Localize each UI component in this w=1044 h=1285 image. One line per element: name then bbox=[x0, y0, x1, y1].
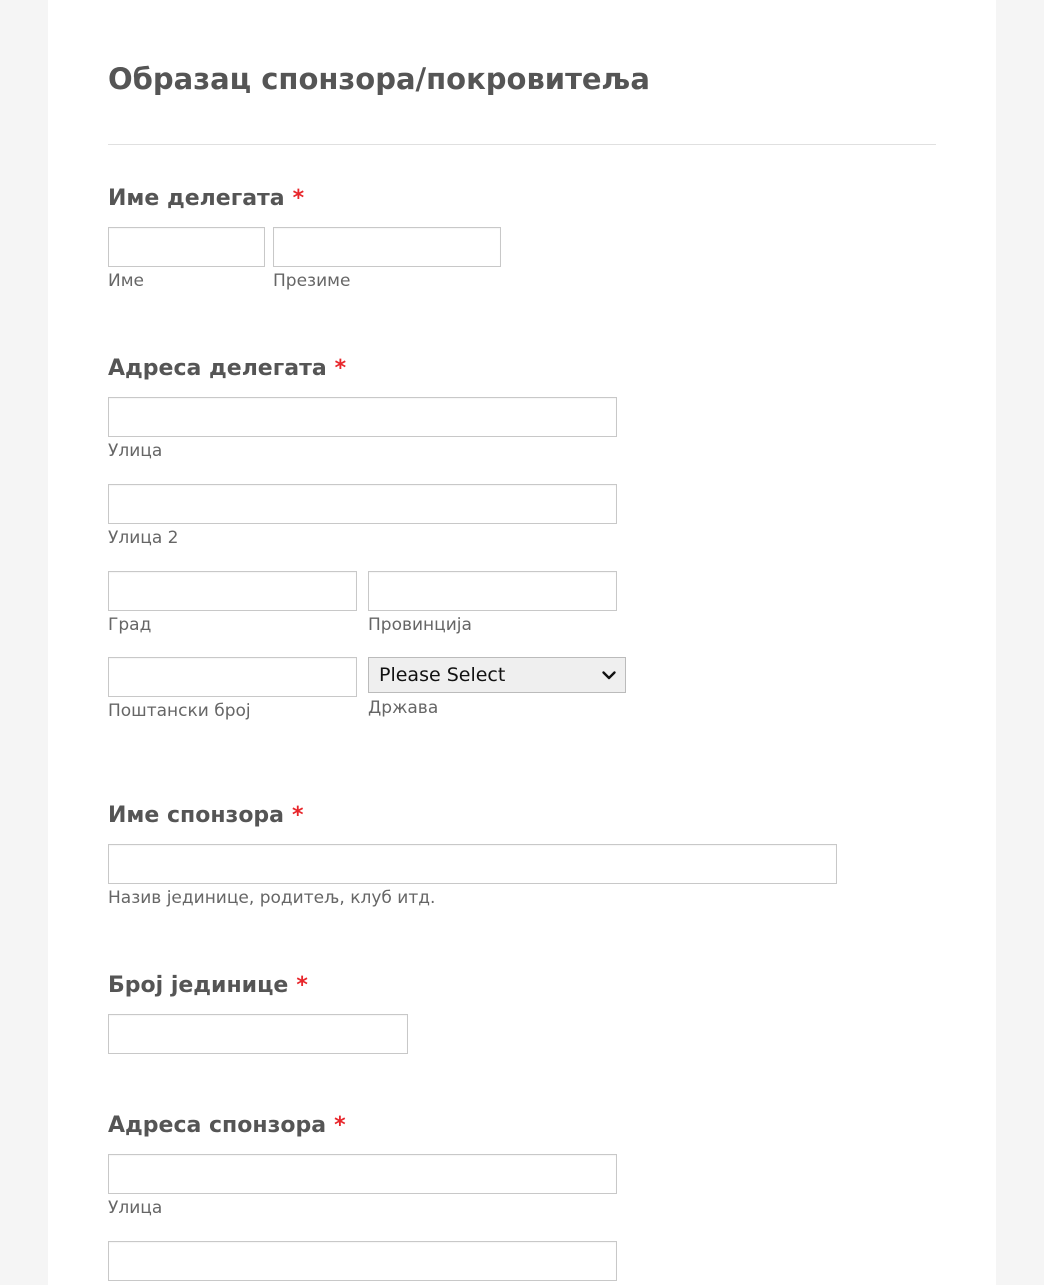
title-divider bbox=[108, 144, 936, 145]
delegate-country-select[interactable] bbox=[368, 657, 626, 693]
sponsor-address-label-text: Адреса спонзора bbox=[108, 1113, 327, 1138]
sponsor-name-input[interactable] bbox=[108, 844, 837, 884]
sponsor-street-sublabel: Улица bbox=[108, 1198, 163, 1218]
delegate-last-name-sublabel: Презиме bbox=[273, 271, 351, 291]
delegate-last-name-input[interactable] bbox=[273, 227, 501, 267]
unit-number-label-text: Број јединице bbox=[108, 973, 289, 998]
delegate-city-sublabel: Град bbox=[108, 615, 152, 635]
delegate-province-input[interactable] bbox=[368, 571, 617, 611]
delegate-street-sublabel: Улица bbox=[108, 441, 163, 461]
sponsor-name-label bbox=[108, 803, 304, 828]
delegate-name-label bbox=[108, 186, 304, 211]
required-asterisk: * bbox=[292, 186, 305, 211]
delegate-first-name-sublabel: Име bbox=[108, 271, 145, 291]
chevron-down-icon bbox=[601, 667, 617, 683]
delegate-name-label-text: Име делегата bbox=[108, 186, 285, 211]
delegate-address-label bbox=[108, 356, 346, 381]
delegate-street-input[interactable] bbox=[108, 397, 617, 437]
sponsor-street-input[interactable] bbox=[108, 1154, 617, 1194]
required-asterisk: * bbox=[296, 973, 308, 998]
unit-number-label bbox=[108, 973, 308, 998]
delegate-city-input[interactable] bbox=[108, 571, 357, 611]
sponsor-address-label bbox=[108, 1113, 346, 1138]
delegate-street2-sublabel: Улица 2 bbox=[108, 528, 179, 548]
required-asterisk: * bbox=[292, 803, 304, 828]
delegate-postal-code-input[interactable] bbox=[108, 657, 357, 697]
sponsor-name-hint: Назив јединице, родитељ, клуб итд. bbox=[108, 888, 436, 908]
unit-number-input[interactable] bbox=[108, 1014, 408, 1054]
delegate-country-select-value: Please Select bbox=[379, 664, 506, 686]
delegate-postal-code-sublabel: Поштански број bbox=[108, 701, 251, 721]
sponsor-street2-input[interactable] bbox=[108, 1241, 617, 1281]
required-asterisk: * bbox=[334, 1113, 346, 1138]
form-title: Образац спонзора/покровитеља bbox=[108, 62, 650, 96]
delegate-address-label-text: Адреса делегата bbox=[108, 356, 327, 381]
sponsor-name-label-text: Име спонзора bbox=[108, 803, 285, 828]
required-asterisk: * bbox=[334, 356, 347, 381]
delegate-country-sublabel: Држава bbox=[368, 698, 439, 718]
delegate-street2-input[interactable] bbox=[108, 484, 617, 524]
form-card bbox=[48, 0, 996, 1285]
delegate-first-name-input[interactable] bbox=[108, 227, 265, 267]
delegate-province-sublabel: Провинција bbox=[368, 615, 472, 635]
